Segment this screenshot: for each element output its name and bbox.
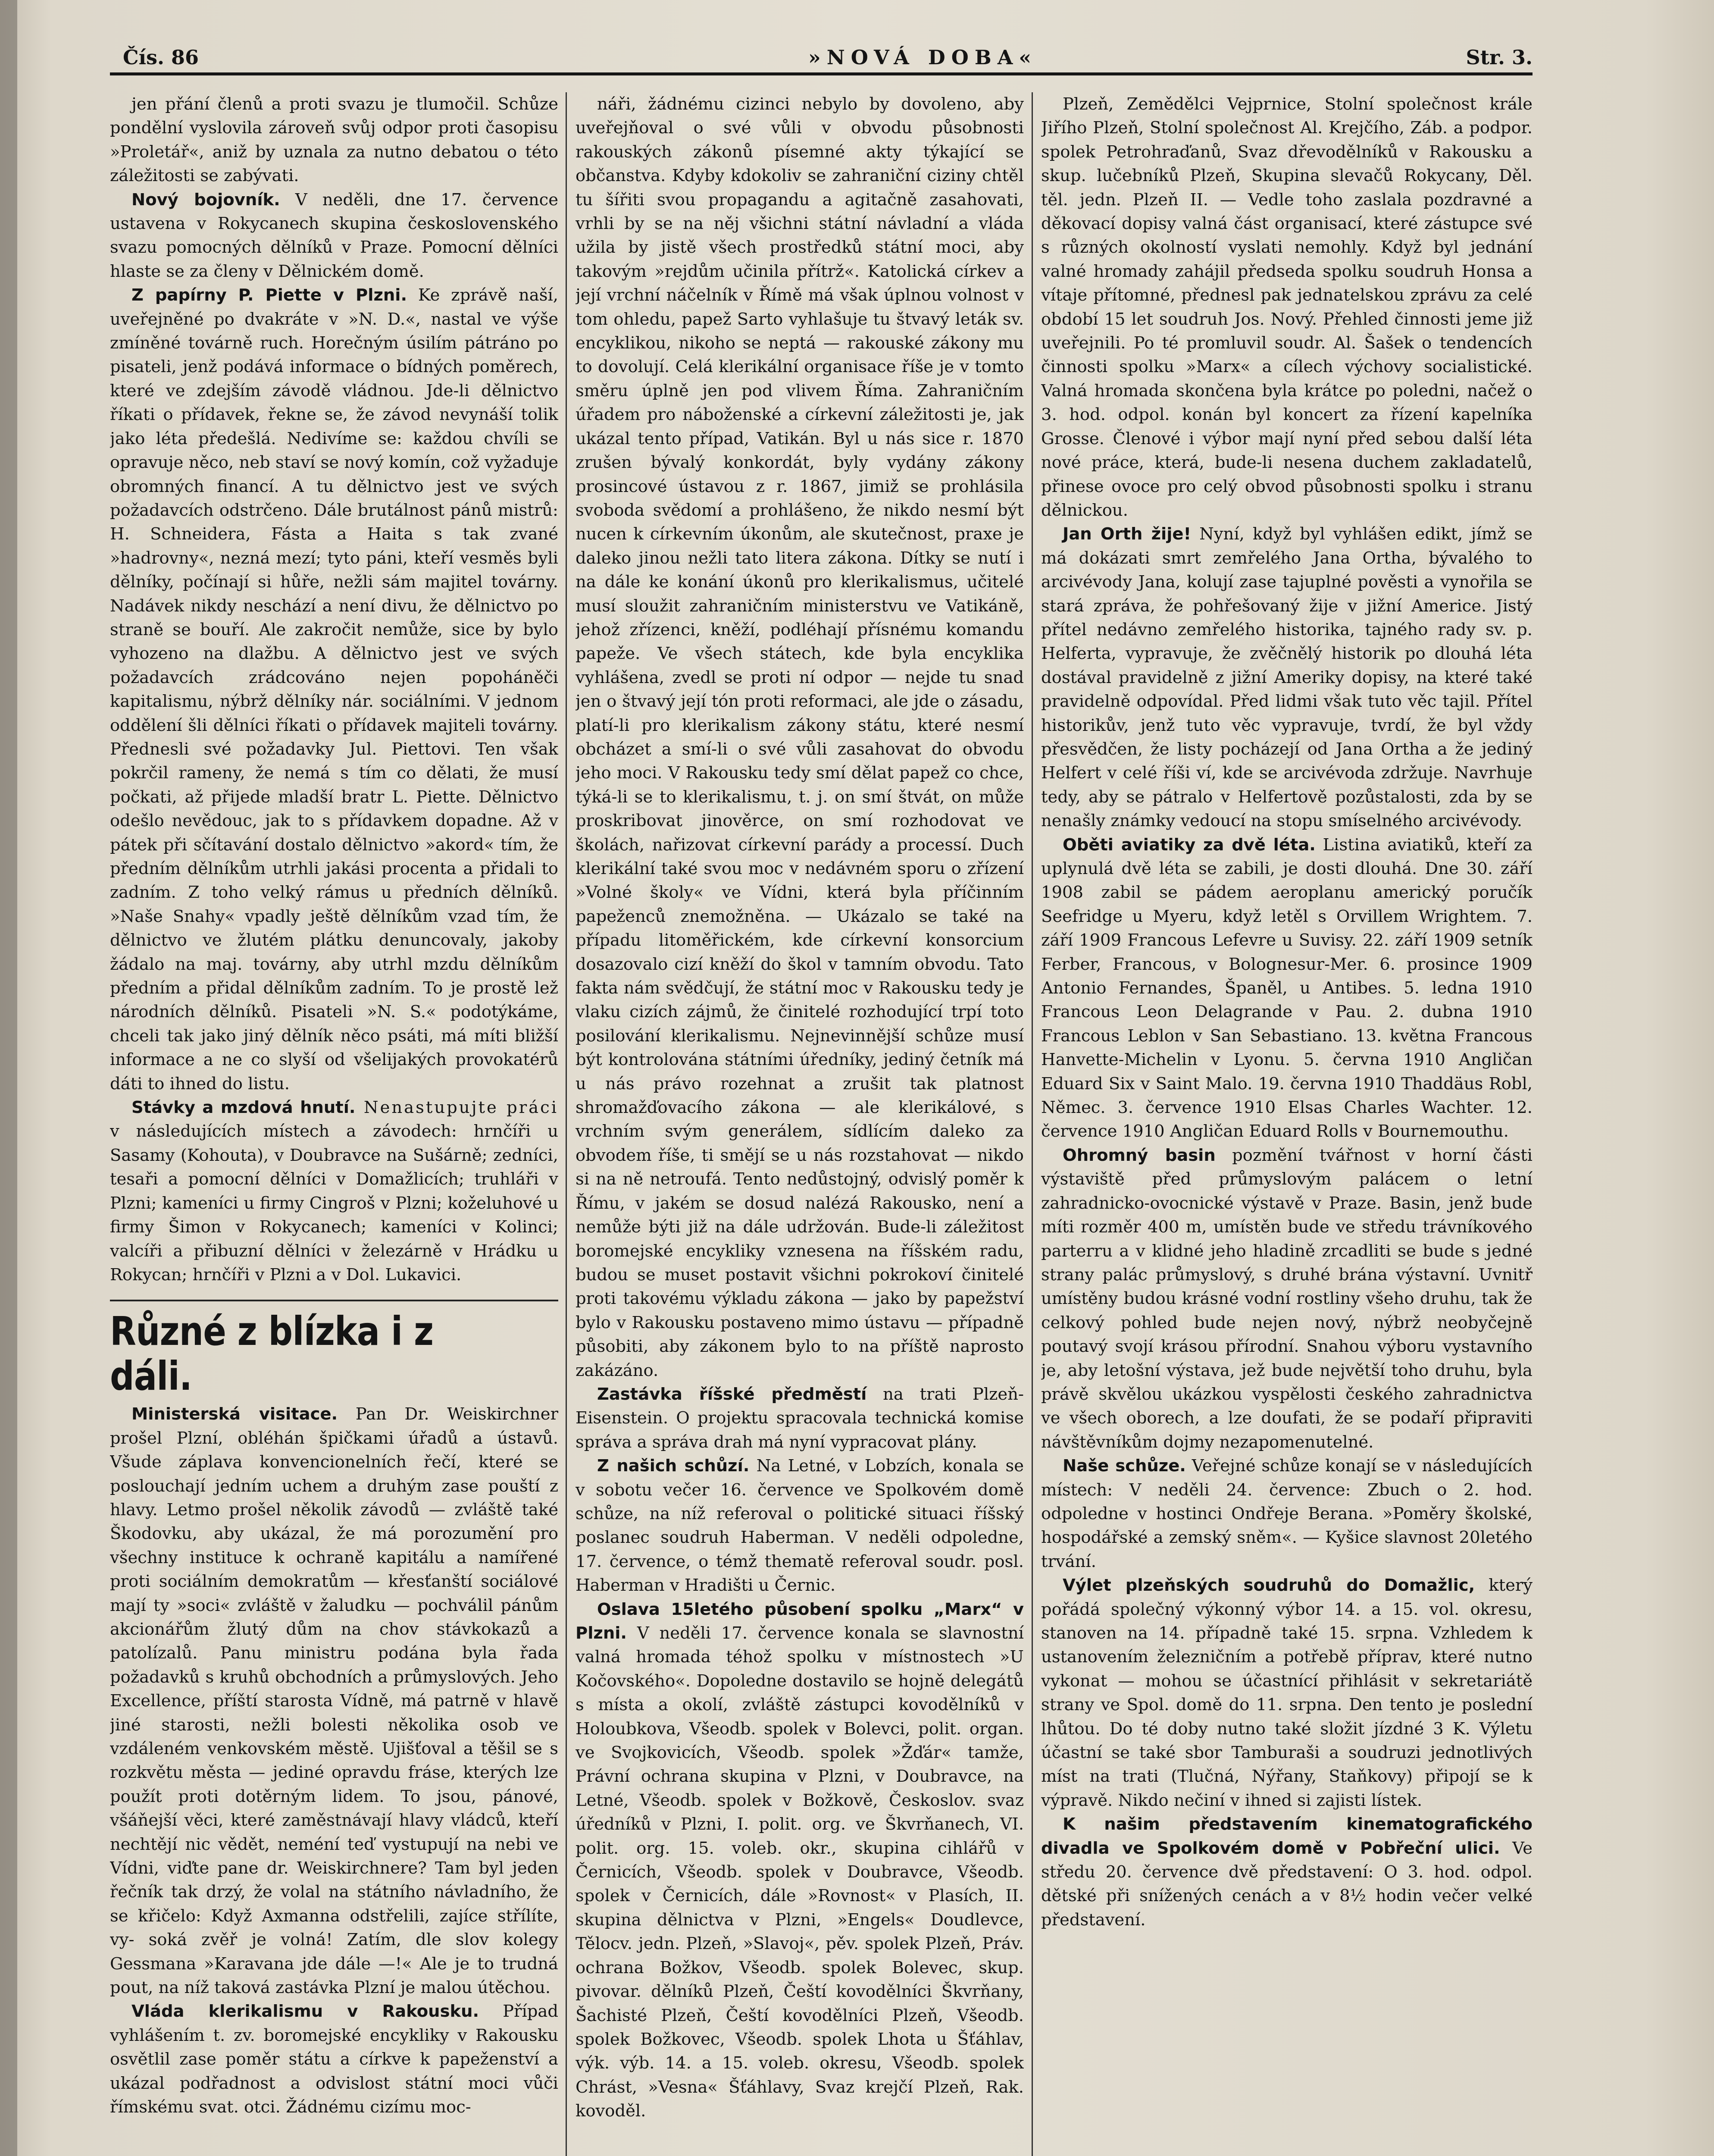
article-headline: Stávky a mzdová hnutí. <box>131 1098 356 1118</box>
article-body: Plzeň, Zemědělci Vejprnice, Stolní společnost krále Jiřího Plzeň, Stolní společnost Al. Krejčího, Záb. a podpor. spolek Petrohraďanů, Svaz dřevodělníků v Rakousku a skup. lučebníků Plzeň, Skupina slevačů Rokycany, Děl. těl. jedn. Plzeň II. — Vedle toho zaslala pozdravné a děkovací dopisy valná část organisací, které zástupce své s různých okolností vyslati nemohly. Když byl jednání valné hromady zahájil předseda spolku soudruh Honsa a vítaje přítomné, přednesl pak jednatelskou zprávu za celé období 15 let soudruh Jos. Nový. Přehled činnosti jeme již uveřejnili. Po té promluvil soudr. Al. Šašek o tendencích činnosti spolku »Marx« a cílech výchovy socialistické. Valná hromada skončena byla krátce po poledni, načež o 3. hod. odpol. konán byl koncert za řízení kapelníka Grosse. Členové i výbor mají nyní před sebou další léta nové práce, která, bude-li nesena duchem zakladatelů, přinese ovoce pro celý obvod působnosti spolku i stranu dělnickou. <box>1041 94 1533 520</box>
spaced-emphasis: Nenastupujte práci <box>355 1098 558 1118</box>
section-rule <box>110 1300 558 1301</box>
header-rule <box>110 72 1533 75</box>
article-paragraph <box>110 188 558 284</box>
article-body: který pořádá společný výkonný výbor 14. a 15. vol. okresu, stanoven na 14. případně také 15. srpna. Vzhledem k ustanovením železničním a potřebě příprav, které nutno vykonat — mohou se účastnící přihlásit v sekretariátě strany ve Spol. domě do 11. srpna. Den tento je poslední lhůtou. Do té doby nutno také složit jízdné 3 K. Výletu účastní se také sbor Tamburaši a soudruzi jednotlivých míst na trati (Tlučná, Nýřany, Staňkovy) připojí se k výpravě. Nikdo nečiní v ihned si zajisti lístek. <box>1041 1576 1533 1810</box>
article-body: V neděli 17. července konala se slavnostní valná hromada téhož spolku v místnostech »U Kočovského«. Dopoledne dostavilo se hojně delegátů s místa a okolí, zvláště zástupci kovodělníků v Holoubkova, Všeodb. spolek v Bolevci, polit. organ. ve Svojkovicích, Všeodb. spolek »Žďár« tamže, Právní ochrana skupina v Plzni, v Doubravce, na Letné, Všeodb. spolek v Božkově, Českoslov. svaz úředníků v Plzni, I. polit. org. ve Škvrňanech, VI. polit. org. 15. voleb. okr., skupina cihlářů v Černicích, Všeodb. spolek v Doubravce, Všeodb. spolek v Černicích, dále »Rovnost« v Plasích, II. skupina dělnictva v Plzni, »Engels« Doudlevce, Tělocv. jedn. Plzeň, »Slavoj«, pěv. spolek Plzeň, Práv. ochrana Božkov, Všeodb. spolek Bolevec, skup. pivovar. dělníků Plzeň, Čeští kovodělníci Škvrňany, Šachisté Plzeň, Čeští kovodělníci Plzeň, Všeodb. spolek Božkovec, Všeodb. spolek Lhota u Šťáhlav, výk. výb. 14. a 15. voleb. okresu, Všeodb. spolek Chrást, »Vesna« Šťáhlavy, Svaz krejčí Plzeň, Rak. kovoděl. <box>576 1623 1024 2121</box>
column-rule <box>566 92 567 2156</box>
page-header <box>110 42 1533 77</box>
article-body: Nyní, když byl vyhlášen edikt, jímž se má dokázati smrt zemřelého Jana Ortha, bývalého to arcivévody Jana, kolují zase tajuplné pověsti a vynořila se stará zpráva, že pohřešovaný žije v jižní Americe. Jistý přítel nedávno zemřelého historika, tajného rady sv. p. Helferta, vypravuje, že zvěčnělý historik po dlouhá léta dostával pravidelně z jižní Ameriky dopisy, na které také pravidelně odpovídal. Před lidmi však tuto věc tajil. Přítel historikův, jenž tuto věc vypravuje, tvrdí, že byl vždy přesvědčen, že listy pocházejí od Jana Ortha a že jediný Helfert v celé říši ví, kde se arcivévoda zdržuje. Navrhuje tedy, aby se pátralo v Helfertově pozůstalosti, zda by se nenašly známky vedoucí na stopu smíselného arcivévody. <box>1041 524 1533 831</box>
article-paragraph <box>576 1598 1024 2123</box>
article-paragraph <box>110 1999 558 2119</box>
article-body: v následujících místech a závodech: hrnčíři u Sasamy (Kohouta), v Doubravce na Sušárně; zedníci, tesaři a pomocní dělníci v Domažlicích; truhláři v Plzni; kameníci u firmy Cingroš v Plzni; koželuhové u firmy Šimon v Rokycanech; kameníci v Kolinci; valcíři a přibuzní dělníci v železárně v Hrádku u Rokycan; hrnčíři v Plzni a v Dol. Lukavici. <box>110 1122 558 1285</box>
article-paragraph <box>1041 1812 1533 1932</box>
article-paragraph <box>1041 92 1533 522</box>
column-2 <box>576 92 1024 2156</box>
article-headline: Ministerská visitace. <box>131 1404 338 1424</box>
article-body: pozmění tvářnost v horní části výstaviště před průmyslovým palácem o letní zahradnicko-ovocnické výstavě v Praze. Basin, jenž bude míti rozměr 400 m, umístěn bude ve středu trávníkového parterru a v klidné jeho hladině zrcadliti se bude s jedné strany palác průmyslový, s druhé brána výstavní. Uvnitř umístěny budou krásné vodní rostliny všeho druhu, tak že celkový pohled bude nejen nový, nýbrž neobyčejně poutavý svojí krásou přírodní. Snahou výboru vystavního je, aby letošní výstava, jež bude největší toho druhu, byla právě skvělou ukázkou vyspělosti českého zahradnictva ve všech oborech, a lze doufati, že se podaří připraviti návštěvníkům dojmy nezapomenutelné. <box>1041 1145 1533 1452</box>
article-headline: Z našich schůzí. <box>597 1456 750 1476</box>
article-body: náři, žádnému cizinci nebylo by dovoleno, aby uveřejňoval o své vůli v obvodu působnosti rakouských zákonů písemné akty týkající se občanstva. Kdyby kdokoliv se zahraniční ciziny chtěl tu šířiti svou propagandu a agitačně zasahovati, vrhli by se na něj všichni státní návladní a vláda užila by jistě všech prostředků státní moci, aby takovým »rejdům učinila přítrž«. Katolická církev a její vrchní náčelník v Římě má však úplnou volnost v tom ohledu, papež Sarto vyhlašuje tu štvavý leták sv. encyklikou, nikoho se neptá — rakouské zákony mu to dovolují. Celá klerikální organisace říše je v tomto směru úplně jen pod vlivem Říma. Zahraničním úřadem pro náboženské a církevní záležitosti je, jak ukázal tento případ, Vatikán. Byl u nás sice r. 1870 zrušen bývalý konkordát, byly vydány zákony prosincové ústavou z r. 1867, jimiž se prohlásila svoboda svědomí a prohlášeno, že nikdo nesmí být nucen k církevním úkonům, ale skutečnost, praxe je daleko jinou nežli tato litera zákona. Dítky se nutí i na dále ke konání úkonů pro klerikalismus, učitelé musí sloužit zahraničním ministerstvu ve Vatikáně, jehož zřízenci, kněží, podléhají přísnému komandu papeže. Ve všech státech, kde byla encyklika vyhlášena, zvedl se proti ní odpor — nejde tu snad jen o štvavý její tón proti reformaci, ale jde o zásadu, platí-li pro klerikalism zákony státu, které nesmí obcházet a smí-li o své vůli zasahovat do obvodu jeho moci. V Rakousku tedy smí dělat papež co chce, týká-li se to klerikalismu, t. j. on smí štvát, on může proskribovat jinověrce, on smí rozhodovat ve školách, nařizovat církevní parády a processí. Duch klerikální také svou moc v nedávném sporu o zřízení »Volné školy« ve Vídni, která byla příčinním papeženců znemožněna. — Ukázalo se také na případu litoměřickém, kde církevní konsorcium dosazovalo cizí kněží do škol v tamním obvodu. Tato fakta nám svědčují, že státní moc v Rakousku tedy je vlaku cizích zájmů, že činitelé rozhodující trpí toto posilování klerikalismu. Nejnevinnější schůze musí být kontrolována státními úředníky, jediný četník má u nás právo rozehnat a zrušit tak platnost shromažďovacího zákona — ale klerikálové, s vrchním svým generálem, sídlícím daleko za obvodem říše, ti smějí se u nás rozstahovat — nikdo si na ně netroufá. Tento nedůstojný, odvislý poměr k Římu, v jakém se dosud nalézá Rakousko, není a nemůže býti již na dále udržován. Bude-li záležitost boromejské encykliky vznesena na říšském radu, budou se muset postavit všichni pokrokoví činitelé proti takovému výkladu zákona — jako by papežství bylo v Rakousku postaveno mimo ústavu — případně působiti, aby zákonem bylo to na příště naprosto zakázáno. <box>576 94 1024 1380</box>
column-3 <box>1041 92 1533 2156</box>
article-paragraph <box>110 1402 558 1999</box>
article-paragraph <box>110 92 558 188</box>
article-body: Ke zprávě naší, uveřejněné po dvakráte v »N. D.«, nastal ve výše zmíněné továrně ruch. Horečným úsilím pátráno po pisateli, jenž podává informace o bídných poměrech, které ve zdejším závodě vládnou. Jde-li dělnictvo říkati o přídavek, řekne se, že závod nevynáší tolik jako léta předešlá. Nedivíme se: každou chvíli se opravuje něco, neb staví se nový komín, což vyžaduje obromných financí. A tu dělnictvo jest ve svých požadavcích odstrčeno. Dále brutálnost pánů mistrů: H. Schneidera, Fásta a Haita s tak zvané »hadrovny«, nezná mezí; tyto páni, kteří vesměs byli dělníky, počínají si hůře, nežli sám majitel továrny. Nadávek nikdy neschází a není divu, že dělnictvo po straně se bouří. Ale zakročit nemůže, sice by bylo vyhozeno na dlažbu. A dělnictvo jest ve svých požadavcích zrádcováno nejen popoháněči kapitalismu, nýbrž dělníky nár. sociálními. V jednom oddělení šli dělníci říkati o přídavek majiteli továrny. Přednesli své požadavky Jul. Piettovi. Ten však pokrčil rameny, že nemá s tím co dělati, že musí počkati, až přijede mladší bratr L. Piette. Dělnictvo odešlo nevědouc, jak to s přídavkem dopadne. Až v pátek při sčítavání dostalo dělnictvo »akord« tím, že předním dělníkům utrhli jakási procenta a přidali to zadním. Z toho velký rámus u předních dělníků. »Naše Snahy« vpadly ještě dělníkům vzad tím, že dělnictvo ve žlutém plátku denuncovaly, jakoby žádalo na maj. továrny, aby utrhl mzdu dělníkům předním a přidal dělníkům zadním. To je prostě lež národních dělníků. Pisateli »N. S.« podotýkáme, chceli tak jako jiný dělník něco psáti, má míti bližší informace a ne co slyší od všelijakých provokatérů dáti to ihned do listu. <box>110 285 558 1094</box>
article-headline: Výlet plzeňských soudruhů do Domažlic, <box>1063 1576 1475 1595</box>
article-paragraph <box>576 1454 1024 1597</box>
article-body: jen přání členů a proti svazu je tlumočil. Schůze pondělní vyslovila zároveň svůj odpor proti časopisu »Proletář«, aniž by uznala za nutno debatou o této záležitosti se zabývati. <box>110 94 558 186</box>
article-headline: Jan Orth žije! <box>1063 524 1192 544</box>
article-body: Listina aviatiků, kteří za uplynulá dvě léta se zabili, je dosti dlouhá. Dne 30. září 1908 zabil se pádem aeroplanu americký poručík Seefridge u Myeru, když letěl s Orvillem Wrightem. 7. září 1909 Francous Lefevre u Suvisy. 22. září 1909 setník Ferber, Francous, v Bolognesur-Mer. 6. prosince 1909 Antonio Fernandes, Španěl, u Antibes. 5. ledna 1910 Francous Leon Delagrande v Pau. 2. dubna 1910 Francous Leblon v San Sebastiano. 13. května Francous Hanvette-Michelin v Lyonu. 5. června 1910 Angličan Eduard Six v Saint Malo. 19. června 1910 Thaddäus Robl, Němec. 3. července 1910 Elsas Charles Wachter. 12. července 1910 Angličan Eduard Rolls v Bournemouthu. <box>1041 835 1533 1141</box>
article-headline: Zastávka říšské předměstí <box>597 1384 867 1404</box>
article-paragraph <box>110 283 558 1096</box>
article-paragraph <box>110 1096 558 1287</box>
article-headline: Z papírny P. Piette v Plzni. <box>131 285 407 305</box>
article-headline: Ohromný basin <box>1063 1145 1216 1165</box>
article-body: na trati Plzeň-Eisenstein. O projektu spracovala technická komise správa a správa drah má nyní vypracovat plány. <box>576 1384 1024 1452</box>
article-headline: Vláda klerikalismu v Rakousku. <box>131 2002 479 2021</box>
article-body: Na Letné, v Lobzích, konala se v sobotu večer 16. července ve Spolkovém domě schůze, na níž referoval o politické situaci říšský poslanec soudruh Haberman. V neděli odpoledne, 17. července, o témž thematě referoval soudr. posl. Haberman v Hradišti u Černic. <box>576 1456 1024 1595</box>
article-headline: Oslava 15letého působení spolku „Marx“ v Plzni. <box>576 1599 1024 1643</box>
page-number: Str. 3. <box>1466 46 1533 69</box>
article-paragraph <box>1041 833 1533 1144</box>
article-body: V neděli, dne 17. července ustavena v Rokycanech skupina československého svazu pomocných dělníků v Praze. Pomocní dělníci hlaste se za členy v Dělnickém domě. <box>110 190 558 281</box>
article-headline: K našim představením kinematografického divadla ve Spolkovém domě v Pobřeční ulici. <box>1041 1814 1533 1858</box>
article-body: Ve středu 20. července dvě představení: O 3. hod. odpol. dětské při snížených cenách a v 8½ hodin večer velké představení. <box>1041 1838 1533 1930</box>
article-paragraph <box>1041 522 1533 833</box>
article-body: Případ vyhlášením t. zv. boromejské encykliky v Rakousku osvětlil zase poměr státu a církve k papeženství a ukázal podřadnost a odvislost státní moci vůči římskému svat. otci. Žádnému cizímu moc- <box>110 2002 558 2117</box>
article-paragraph <box>1041 1573 1533 1812</box>
issue-number: Čís. 86 <box>123 46 199 69</box>
column-1 <box>110 92 558 2156</box>
column-rule <box>1032 92 1033 2156</box>
article-paragraph <box>576 92 1024 1382</box>
newspaper-title: »NOVÁ DOBA« <box>808 46 1038 69</box>
article-paragraph <box>576 1382 1024 1454</box>
article-paragraph <box>1041 1144 1533 1454</box>
article-headline: Oběti aviatiky za dvě léta. <box>1063 835 1316 855</box>
section-heading: Různé z blízka i z dáli. <box>110 1308 434 1400</box>
article-headline: Nový bojovník. <box>131 190 280 210</box>
article-body: Pan Dr. Weiskirchner prošel Plzní, obléhán špičkami úřadů a ústavů. Všude záplava konvencionelních řečí, které se poslouchají jedním uchem a druhým zase pouští z hlavy. Letmo prošel několik závodů — zvláště také Škodovku, aby ukázal, že má porozumění pro všechny instituce k ochraně kapitálu a namířené proti sociálním demokratům — křesťanští sociálové mají ty »soci« zvláště v žaludku — pochválil pánům akcionářům žlutý dům na chov stávkokazů a patolízalů. Panu ministru podána byla řada požadavků s kruhů obchodních a průmyslových. Jeho Excellence, příští starosta Vídně, má patrně v hlavě jiné starosti, nežli bolesti několika osob ve vzdáleném venkovském městě. Ujišťoval a těšil se s rozkvětu města — jediné opravdu fráse, kterých lze použít proti dotěrným lidem. To jsou, pánové, všáňejší věci, které zaměstnávají hlavy vládců, kteří nechtějí nic vědět, neméní teď vystupují na nebi ve Vídni, viďte pane dr. Weiskirchnere? Tam byl jeden řečník tak drzý, že volal na státního návladního, že se křičelo: Když Axmanna odstřelili, zajíce střílíte, vy- soká zvěř je volná! Zatím, dle slov kolegy Gessmana »Karavana jde dále —!« Ale je to trudná pout, na níž taková zastávka Plzní je malou útěchou. <box>110 1404 558 1998</box>
article-body: Veřejné schůze konají se v následujících místech: V neděli 24. července: Zbuch o 2. hod. odpoledne v hostinci Ondřeje Berana. »Poměry školské, hospodářské a zemský sněm«. — Kyšice slavnost 20letého trvání. <box>1041 1456 1533 1571</box>
article-paragraph <box>1041 1454 1533 1573</box>
article-headline: Naše schůze. <box>1063 1456 1186 1476</box>
